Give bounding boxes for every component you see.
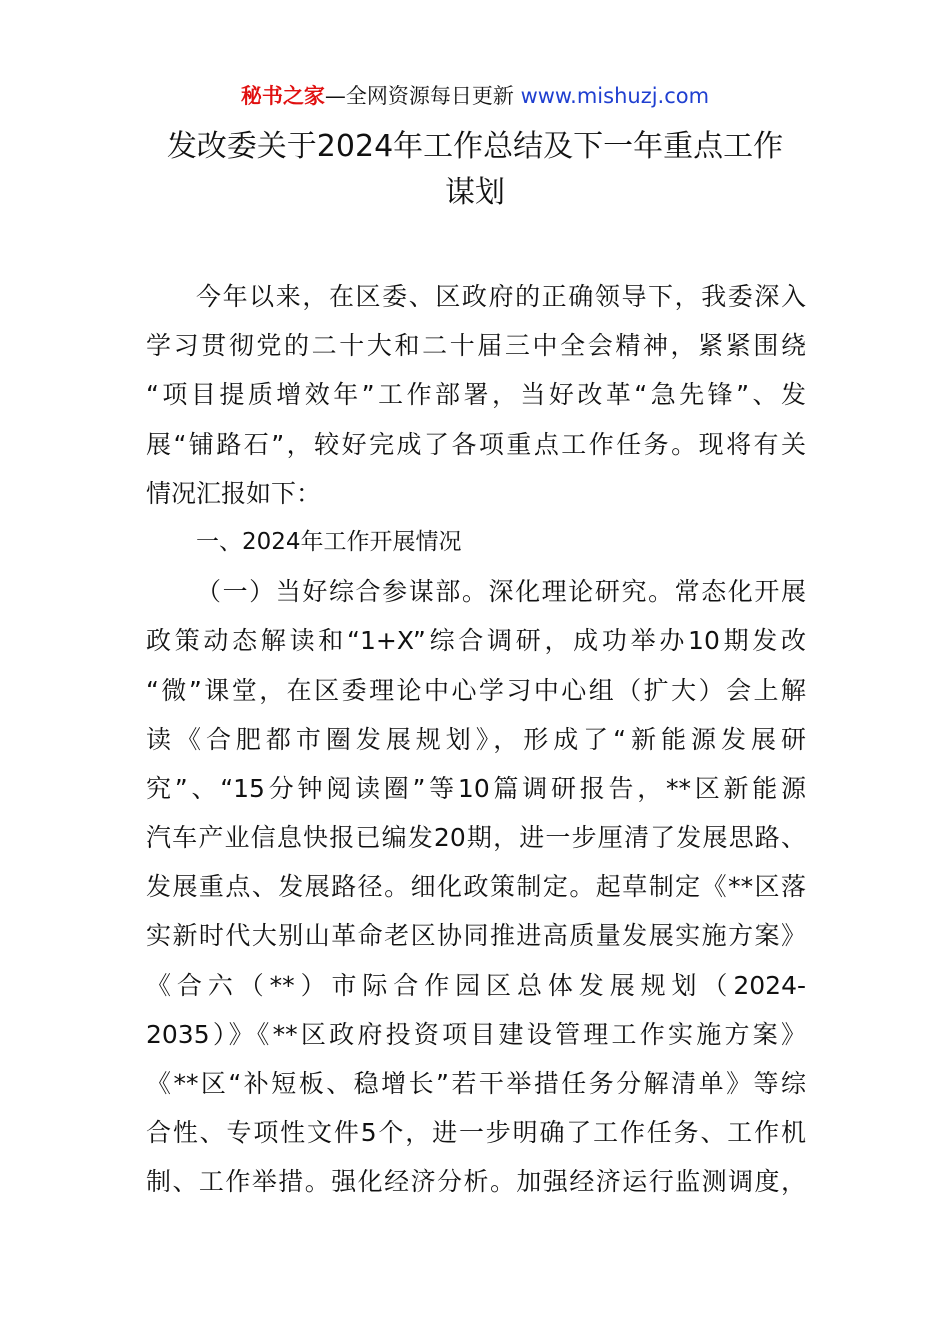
- paragraph-line: 汽车产业信息快报已编发20期，进一步厘清了发展思路、: [146, 823, 806, 853]
- paragraph-line: （一）当好综合参谋部。深化理论研究。常态化开展: [196, 577, 806, 607]
- site-url[interactable]: www.mishuzj.com: [520, 84, 710, 108]
- paragraph-line: “项目提质增效年”工作部署，当好改革“急先锋”、发: [146, 380, 806, 410]
- paragraph-line: 制、工作举措。强化经济分析。加强经济运行监测调度，: [146, 1167, 806, 1197]
- paragraph-line: 学习贯彻党的二十大和二十届三中全会精神，紧紧围绕: [146, 331, 806, 361]
- paragraph-line: 《**区“补短板、稳增长”若干举措任务分解清单》等综: [146, 1069, 806, 1098]
- paragraph-line: “微”课堂，在区委理论中心学习中心组（扩大）会上解: [146, 675, 806, 705]
- paragraph-line: 《合六（**）市际合作园区总体发展规划（2024-: [146, 970, 806, 1000]
- paragraph-line: 读《合肥都市圈发展规划》，形成了“新能源发展研: [146, 724, 806, 754]
- paragraph-line: 究”、“15分钟阅读圈”等10篇调研报告，**区新能源: [146, 773, 806, 803]
- paragraph-line: 情况汇报如下：: [146, 478, 322, 508]
- paragraph-line: 合性、专项性文件5个，进一步明确了工作任务、工作机: [146, 1118, 806, 1148]
- title-line-1: 发改委关于2024年工作总结及下一年重点工作: [166, 129, 784, 164]
- paragraph-line: 展“铺路石”，较好完成了各项重点工作任务。现将有关: [146, 429, 806, 459]
- document-body: [146, 272, 806, 1207]
- paragraph-line: 实新时代大别山革命老区协同推进高质量发展实施方案》: [146, 921, 806, 951]
- header-tagline: —全网资源每日更新: [324, 84, 521, 108]
- section-heading: 一、2024年工作开展情况: [196, 528, 462, 555]
- paragraph-line: 政策动态解读和“1+X”综合调研，成功举办10期发改: [146, 626, 806, 656]
- paragraph-line: 今年以来，在区委、区政府的正确领导下，我委深入: [196, 282, 806, 311]
- paragraph-line: 发展重点、发展路径。细化政策制定。起草制定《**区落: [146, 872, 806, 902]
- site-header: [0, 80, 950, 112]
- title-line-2: 谋划: [445, 175, 505, 210]
- document-title: [120, 124, 830, 216]
- paragraph-line: 2035）》《**区政府投资项目建设管理工作实施方案》: [146, 1019, 806, 1049]
- brand-name: 秘书之家: [240, 84, 325, 108]
